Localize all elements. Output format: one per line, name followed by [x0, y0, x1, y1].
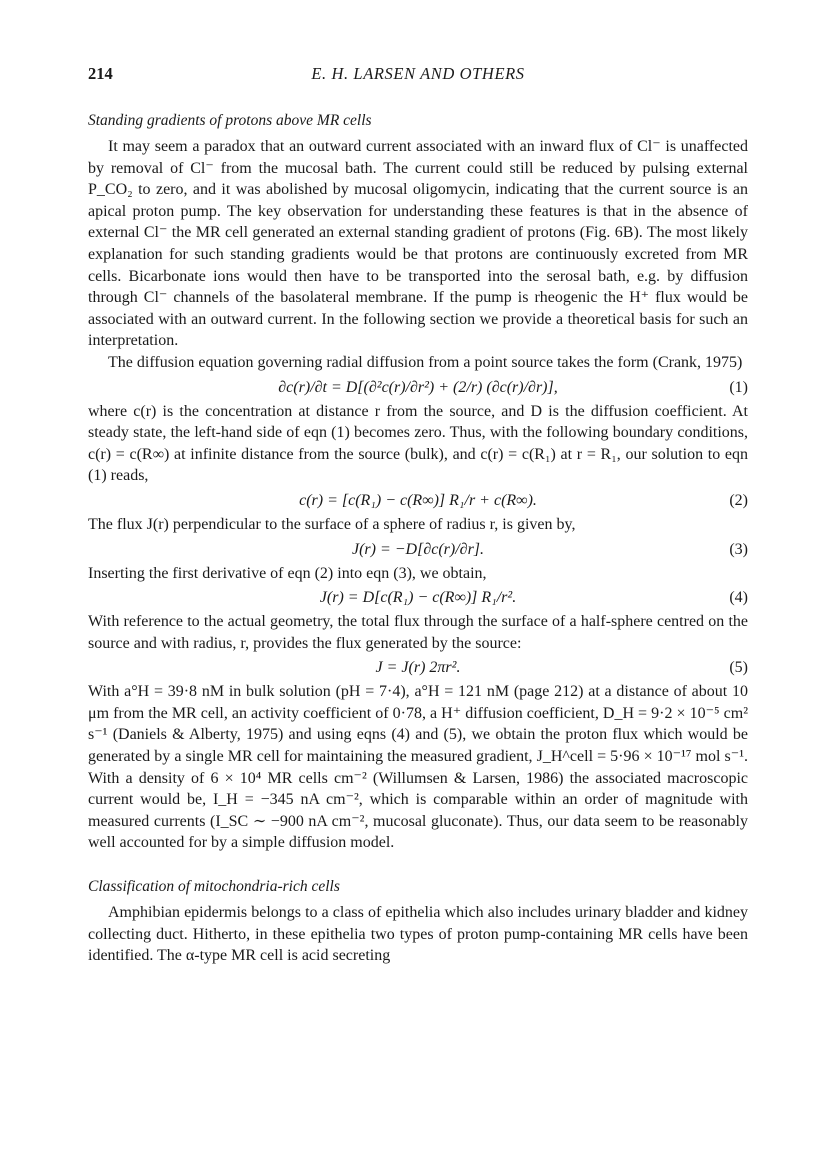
- section-heading-standing-gradients: Standing gradients of protons above MR cells: [88, 112, 372, 129]
- paragraph-paradox: It may seem a paradox that an outward current associated with an inward flux of Cl⁻ is unaffected by removal of Cl⁻ from the mucosal bath. The current could still be reduced by pulsing external P_CO₂ to zero, and it was abolished by mucosal oligomycin, indicating that the current source is an apical proton pump. The key observation for understanding these features is that in the absence of external Cl⁻ the MR cell generated an external standing gradient of protons (Fig. 6B). The most likely explanation for such standing gradients would be that protons are continuously excreted from MR cells. Bicarbonate ions would then have to be transported into the serosal bath, e.g. by diffusion through Cl⁻ channels of the basolateral membrane. If the pump is rheogenic the H⁺ flux would be associated with an outward current. In the following section we provide a theoretical basis for such an interpretation.: [88, 138, 748, 350]
- equation-5: [88, 655, 748, 680]
- equation-4-number: (4): [729, 589, 748, 607]
- paragraph-first-derivative: Inserting the first derivative of eqn (2) into eqn (3), we obtain,: [88, 564, 487, 582]
- paragraph-geometry: With reference to the actual geometry, the total flux through the surface of a half-sphere centred on the source and with radius, r, provides the flux generated by the source:: [88, 613, 748, 652]
- equation-4: [88, 585, 748, 610]
- equation-1-expression: ∂c(r)/∂t = D[(∂²c(r)/∂r²) + (2/r) (∂c(r)/∂r)],: [278, 378, 558, 396]
- equation-5-expression: J = J(r) 2πr².: [375, 659, 461, 677]
- paragraph-amphibian-epidermis: Amphibian epidermis belongs to a class of epithelia which also includes urinary bladder and kidney collecting duct. Hitherto, in these epithelia two types of proton pump-containing MR cells have been identified. The α-type MR cell is acid secreting: [88, 904, 748, 965]
- paragraph-boundary-conditions: where c(r) is the concentration at distance r from the source, and D is the diffusion coefficient. At steady state, the left-hand side of eqn (1) becomes zero. Thus, with the following boundary conditions, c(r) = c(R∞) at infinite distance from the source (bulk), and c(r) = c(R₁) at r = R₁, our solution to eqn (1) reads,: [88, 402, 748, 485]
- page-number: 214: [88, 64, 113, 83]
- running-title: E. H. LARSEN AND OTHERS: [311, 64, 525, 83]
- paragraph-proton-flux-estimate: With a°H = 39·8 nM in bulk solution (pH = 7·4), a°H = 121 nM (page 212) at a distance of about 10 μm from the MR cell, an activity coefficient of 0·78, a H⁺ diffusion coefficient, D_H = 9·2 × 10⁻⁵ cm² s⁻¹ (Daniels & Alberty, 1975) and using eqns (4) and (5), we obtain the proton flux which would be generated by a single MR cell for maintaining the measured gradient, J_H^cell = 5·96 × 10⁻¹⁷ mol s⁻¹. With a density of 6 × 10⁴ MR cells cm⁻² (Willumsen & Larsen, 1986) the associated macroscopic current would be, I_H = −345 nA cm⁻², which is comparable within an order of magnitude with measured currents (I_SC ∼ −900 nA cm⁻², mucosal gluconate). Thus, our data seem to be reasonably well accounted for by a simple diffusion model.: [88, 683, 748, 852]
- equation-2: [88, 488, 748, 513]
- page-header: [88, 64, 748, 96]
- equation-2-expression: c(r) = [c(R₁) − c(R∞)] R₁/r + c(R∞).: [299, 491, 537, 509]
- section-heading-classification: Classification of mitochondria-rich cells: [88, 878, 340, 896]
- journal-page: [88, 64, 748, 967]
- equation-3: [88, 537, 748, 562]
- equation-2-number: (2): [729, 491, 748, 509]
- paragraph-flux-definition: The flux J(r) perpendicular to the surface of a sphere of radius r, is given by,: [88, 515, 576, 533]
- equation-3-expression: J(r) = −D[∂c(r)/∂r].: [351, 540, 485, 558]
- equation-1-number: (1): [729, 378, 748, 396]
- equation-3-number: (3): [729, 540, 748, 558]
- equation-4-expression: J(r) = D[c(R₁) − c(R∞)] R₁/r².: [319, 589, 517, 607]
- equation-1: [88, 375, 748, 400]
- paragraph-diffusion-equation: The diffusion equation governing radial diffusion from a point source takes the form (Crank, 1975): [108, 353, 743, 371]
- equation-5-number: (5): [729, 659, 748, 677]
